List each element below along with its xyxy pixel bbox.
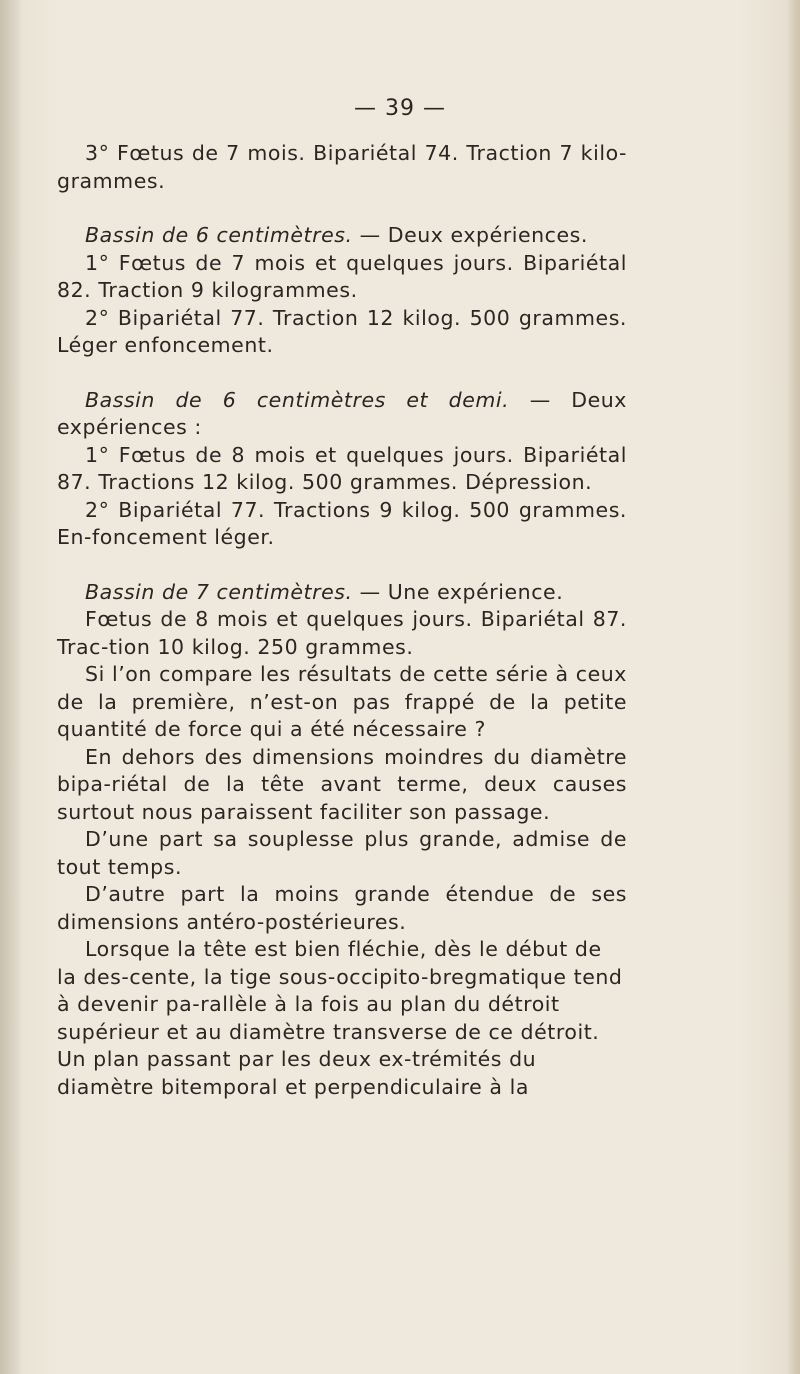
paragraph-text: Lorsque la tête est bien fléchie, dès le début de la des-cente, la tige sous-occipito-bregmatique tend à devenir pa-rallèle à la fois au plan du détroit supérieur et au diamètre transverse de ce détroit. Un plan passant par les deux ex-trémités du diamètre bitemporal et perpendiculaire à la [57,937,623,1099]
paragraph-text: 2° Bipariétal 77. Traction 12 kilog. 500 grammes. Léger enfoncement. [57,305,627,357]
paragraph-text: 3° Fœtus de 7 mois. Bipariétal 74. Traction 7 kilo-grammes. [57,141,627,193]
paragraph-text: 2° Bipariétal 77. Tractions 9 kilog. 500 grammes. En-foncement léger. [57,497,627,549]
paragraph [57,826,627,881]
paragraph [57,936,627,1101]
paragraph [57,606,627,661]
section-heading-paragraph [57,387,627,442]
paragraph [57,442,627,497]
paragraph [57,661,627,744]
paragraph-text: — Deux expériences. [352,223,588,247]
paragraph-text: — Une expérience. [352,579,564,604]
paragraph [57,881,627,936]
paragraph [57,305,627,360]
paragraph-text: 1° Fœtus de 7 mois et quelques jours. Bipariétal 82. Traction 9 kilogrammes. [57,250,627,302]
section-heading-paragraph [57,222,627,250]
paragraph-text: — Deux expériences : [57,387,627,439]
paragraph-gap [57,360,627,387]
paragraph [57,250,627,305]
paragraph-text: D’autre part la moins grande étendue de ses dimensions antéro-postérieures. [57,882,627,934]
paragraph-gap [57,552,627,579]
paragraph [57,497,627,552]
paragraph-text: Fœtus de 8 mois et quelques jours. Bipariétal 87. Trac-tion 10 kilog. 250 grammes. [57,607,627,659]
paragraph-text: 1° Fœtus de 8 mois et quelques jours. Bipariétal 87. Tractions 12 kilog. 500 grammes. Dépression. [57,442,627,494]
page-edge-shadow [786,0,800,1374]
section-title: Bassin de 7 centimètres. [85,579,353,604]
paragraph-text: D’une part sa souplesse plus grande, admise de tout temps. [57,827,627,879]
paragraph [57,744,627,827]
section-heading-paragraph [57,579,627,607]
paragraph-text: En dehors des dimensions moindres du diamètre bipa-riétal de la tête avant terme, deux causes surtout nous paraissent faciliter son passage. [57,744,627,824]
paragraph-text: Si l’on compare les résultats de cette série à ceux de la première, n’est-on pas frappé de la petite quantité de force qui a été nécessaire ? [57,662,627,741]
paragraph-gap [57,195,627,222]
section-title: Bassin de 6 centimètres et demi. [85,387,510,412]
page-number: — 39 — [354,96,446,121]
paragraph [57,140,627,195]
body-text [57,140,627,1101]
section-title: Bassin de 6 centimètres. [85,223,353,247]
page-binding-shadow [0,0,22,1374]
